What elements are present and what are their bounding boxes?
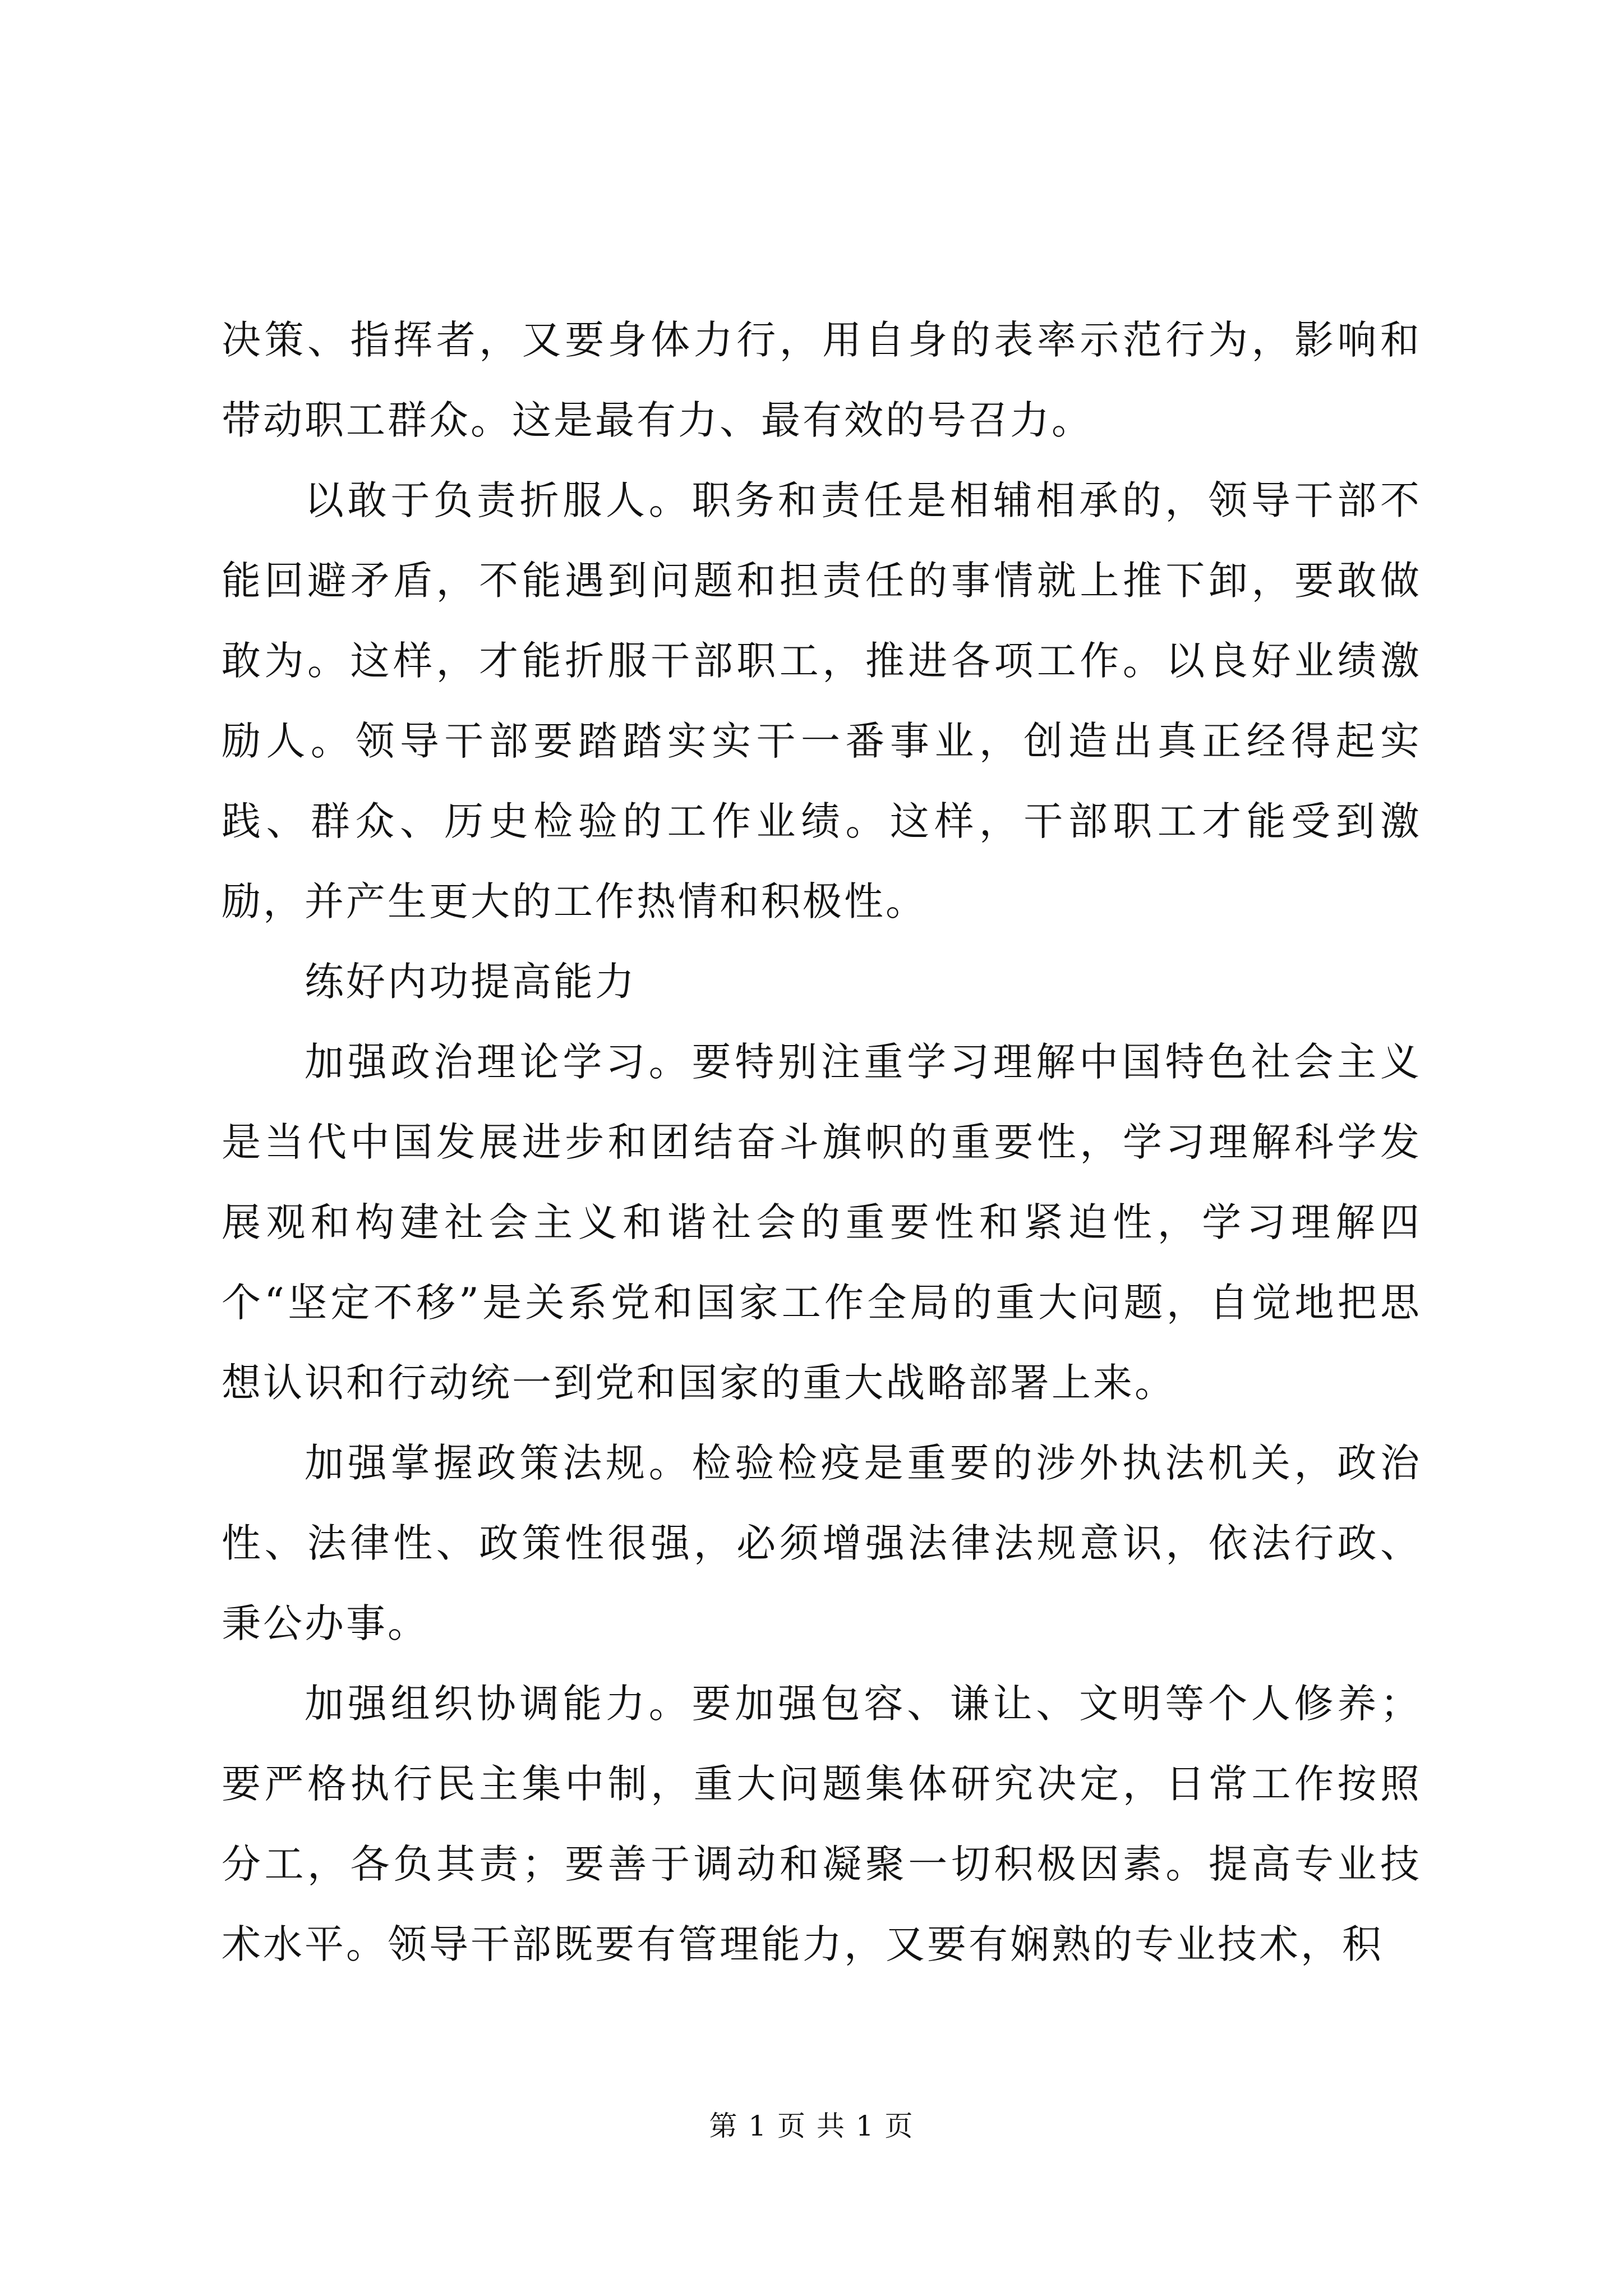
- paragraph-1: 决策、指挥者，又要身体力行，用自身的表率示范行为，影响和带动职工群众。这是最有力、最有效的号召力。: [222, 317, 1422, 443]
- section-heading: 练好内功提高能力: [305, 959, 637, 1005]
- document-body: [222, 300, 1422, 1985]
- page-footer: 第 1 页 共 1 页: [709, 2110, 914, 2142]
- paragraph-2: 以敢于负责折服人。职务和责任是相辅相承的，领导干部不能回避矛盾，不能遇到问题和担责任的事情就上推下卸，要敢做敢为。这样，才能折服干部职工，推进各项工作。以良好业绩激励人。领导干部要踏踏实实干一番事业，创造出真正经得起实践、群众、历史检验的工作业绩。这样，干部职工才能受到激励，并产生更大的工作热情和积极性。: [222, 477, 1422, 924]
- paragraph-3: 加强政治理论学习。要特别注重学习理解中国特色社会主义是当代中国发展进步和团结奋斗旗帜的重要性，学习理解科学发展观和构建社会主义和谐社会的重要性和紧迫性，学习理解四个“坚定不移”是关系党和国家工作全局的重大问题，自觉地把思想认识和行动统一到党和国家的重大战略部署上来。: [222, 1039, 1422, 1406]
- paragraph-5: 加强组织协调能力。要加强包容、谦让、文明等个人修养；要严格执行民主集中制，重大问题集体研究决定，日常工作按照分工，各负其责；要善于调动和凝聚一切积极因素。提高专业技术水平。领导干部既要有管理能力，又要有娴熟的专业技术，积: [222, 1681, 1422, 1967]
- paragraph-4: 加强掌握政策法规。检验检疫是重要的涉外执法机关，政治性、法律性、政策性很强，必须增强法律法规意识，依法行政、秉公办事。: [222, 1440, 1422, 1646]
